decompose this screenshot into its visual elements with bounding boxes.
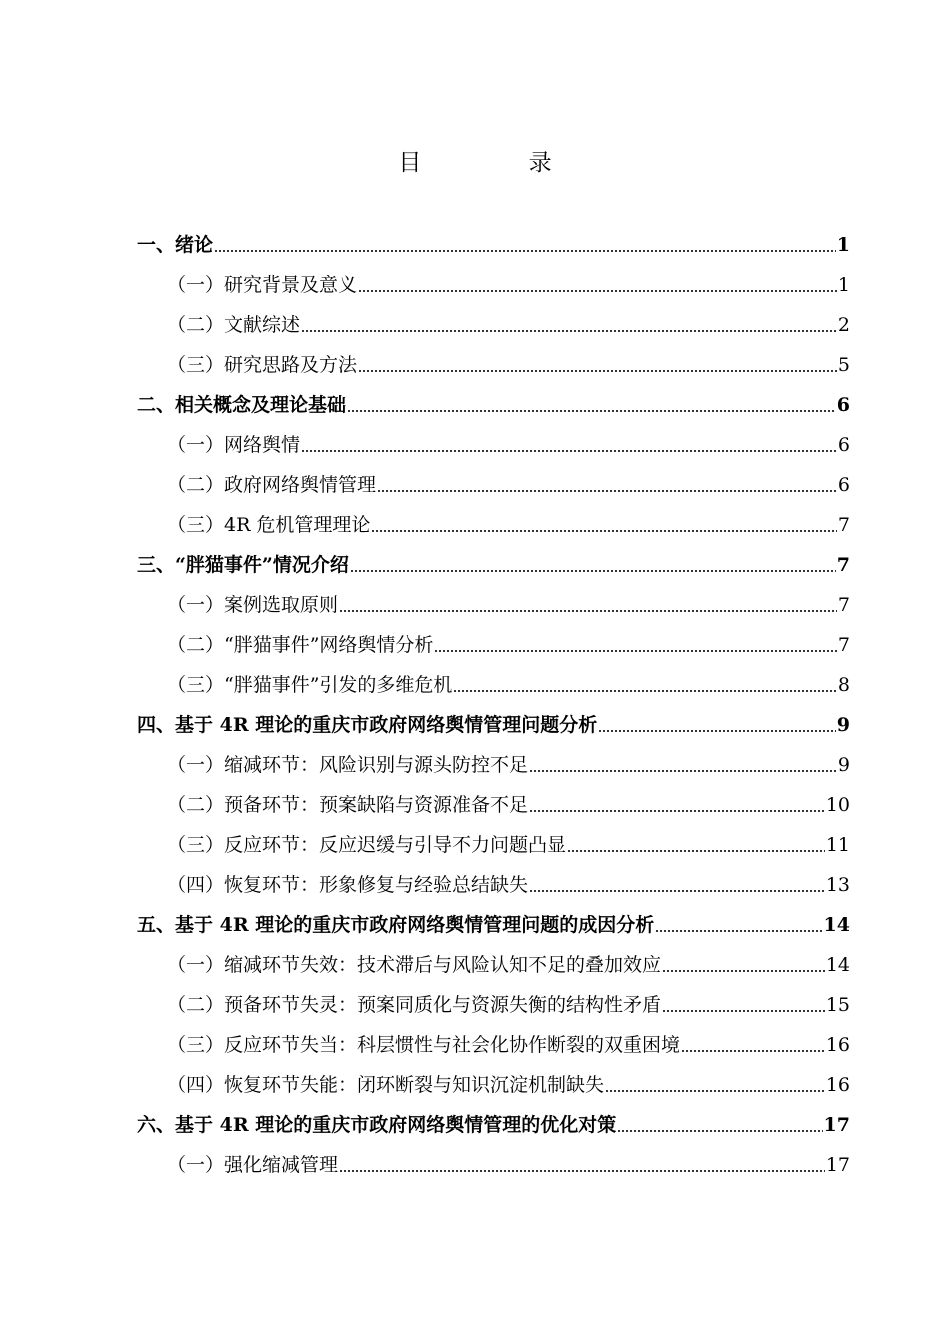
- toc-page-number: 13: [825, 874, 850, 896]
- toc-page-number: 5: [837, 354, 850, 376]
- toc-section-entry[interactable]: [167, 658, 850, 698]
- toc-page-number: 16: [825, 1074, 850, 1096]
- toc-section-entry[interactable]: [167, 818, 850, 858]
- toc-entry-label: （三）“胖猫事件”引发的多维危机: [167, 674, 453, 696]
- toc-dot-leader: [662, 970, 825, 972]
- toc-entry-label: （三）反应环节：反应迟缓与引导不力问题凸显: [167, 834, 567, 856]
- toc-section-entry[interactable]: [167, 418, 850, 458]
- toc-page-number: 7: [837, 514, 850, 536]
- toc-dot-leader: [655, 930, 822, 932]
- toc-entry-label: （一）强化缩减管理: [167, 1154, 339, 1176]
- toc-page-number: 16: [825, 1034, 850, 1056]
- toc-entry-label: 二、相关概念及理论基础: [137, 394, 347, 416]
- toc-entry-label: （三）4R 危机管理理论: [167, 514, 371, 536]
- toc-section-entry[interactable]: [167, 938, 850, 978]
- toc-section-entry[interactable]: [167, 338, 850, 378]
- toc-dot-leader: [681, 1050, 825, 1052]
- toc-dot-leader: [358, 370, 837, 372]
- toc-entry-label: 五、基于 4R 理论的重庆市政府网络舆情管理问题的成因分析: [137, 914, 655, 936]
- toc-chapter-entry[interactable]: [137, 378, 850, 418]
- toc-page-number: 8: [837, 674, 850, 696]
- toc-entry-label: （二）“胖猫事件”网络舆情分析: [167, 634, 434, 656]
- toc-section-entry[interactable]: [167, 978, 850, 1018]
- toc-section-entry[interactable]: [167, 258, 850, 298]
- toc-page-number: 10: [825, 794, 850, 816]
- toc-page-number: 6: [837, 474, 850, 496]
- toc-dot-leader: [377, 490, 837, 492]
- toc-page-number: 1: [836, 234, 850, 256]
- toc-chapter-entry[interactable]: [137, 538, 850, 578]
- toc-section-entry[interactable]: [167, 1138, 850, 1178]
- toc-page-number: 17: [823, 1114, 850, 1136]
- toc-page-number: 9: [837, 754, 850, 776]
- toc-section-entry[interactable]: [167, 1018, 850, 1058]
- toc-page-number: 6: [837, 434, 850, 456]
- toc-dot-leader: [617, 1130, 822, 1132]
- toc-section-entry[interactable]: [167, 778, 850, 818]
- toc-dot-leader: [529, 770, 837, 772]
- toc-dot-leader: [339, 1170, 825, 1172]
- toc-dot-leader: [434, 650, 836, 652]
- toc-page-number: 7: [837, 594, 850, 616]
- toc-entry-label: 六、基于 4R 理论的重庆市政府网络舆情管理的优化对策: [137, 1114, 617, 1136]
- toc-chapter-entry[interactable]: [137, 1098, 850, 1138]
- toc-dot-leader: [347, 410, 836, 412]
- toc-entry-label: （二）政府网络舆情管理: [167, 474, 377, 496]
- toc-entry-label: （二）预备环节失灵：预案同质化与资源失衡的结构性矛盾: [167, 994, 662, 1016]
- toc-chapter-entry[interactable]: [137, 698, 850, 738]
- toc-page-number: 6: [836, 394, 850, 416]
- toc-section-entry[interactable]: [167, 618, 850, 658]
- toc-dot-leader: [350, 570, 836, 572]
- toc-dot-leader: [453, 690, 836, 692]
- toc-page-number: 14: [825, 954, 850, 976]
- toc-entry-label: 一、绪论: [137, 234, 214, 256]
- toc-entry-label: （三）研究思路及方法: [167, 354, 358, 376]
- toc-entry-label: 四、基于 4R 理论的重庆市政府网络舆情管理问题分析: [137, 714, 598, 736]
- toc-page-number: 1: [837, 274, 850, 296]
- toc-entry-label: （二）文献综述: [167, 314, 301, 336]
- toc-entry-label: （一）缩减环节失效：技术滞后与风险认知不足的叠加效应: [167, 954, 662, 976]
- toc-page-number: 7: [837, 634, 850, 656]
- toc-page-number: 7: [836, 554, 850, 576]
- toc-page-number: 15: [825, 994, 850, 1016]
- toc-chapter-entry[interactable]: [137, 898, 850, 938]
- toc-section-entry[interactable]: [167, 738, 850, 778]
- toc-dot-leader: [605, 1090, 825, 1092]
- toc-entry-label: （二）预备环节：预案缺陷与资源准备不足: [167, 794, 529, 816]
- toc-dot-leader: [662, 1010, 825, 1012]
- toc-entry-label: （三）反应环节失当：科层惯性与社会化协作断裂的双重困境: [167, 1034, 681, 1056]
- toc-dot-leader: [301, 330, 837, 332]
- toc-entry-label: （一）研究背景及意义: [167, 274, 358, 296]
- toc-entry-label: （四）恢复环节：形象修复与经验总结缺失: [167, 874, 529, 896]
- toc-dot-leader: [358, 290, 837, 292]
- toc-entry-label: 三、“胖猫事件”情况介绍: [137, 554, 349, 576]
- toc-dot-leader: [598, 730, 836, 732]
- toc-entry-label: （四）恢复环节失能：闭环断裂与知识沉淀机制缺失: [167, 1074, 605, 1096]
- toc-page-number: 14: [823, 914, 850, 936]
- toc-page-number: 17: [825, 1154, 850, 1176]
- toc-dot-leader: [567, 850, 825, 852]
- toc-dot-leader: [301, 450, 837, 452]
- toc-entry-label: （一）案例选取原则: [167, 594, 339, 616]
- toc-dot-leader: [339, 610, 837, 612]
- toc-chapter-entry[interactable]: [137, 218, 850, 258]
- toc-page-number: 2: [837, 314, 850, 336]
- toc-entry-label: （一）缩减环节：风险识别与源头防控不足: [167, 754, 529, 776]
- toc-section-entry[interactable]: [167, 858, 850, 898]
- toc-section-entry[interactable]: [167, 458, 850, 498]
- toc-section-entry[interactable]: [167, 1058, 850, 1098]
- toc-entry-label: （一）网络舆情: [167, 434, 301, 456]
- toc-section-entry[interactable]: [167, 498, 850, 538]
- toc-section-entry[interactable]: [167, 578, 850, 618]
- page-title: 目 录: [398, 150, 602, 176]
- toc-dot-leader: [529, 890, 825, 892]
- toc-dot-leader: [371, 530, 836, 532]
- toc-section-entry[interactable]: [167, 298, 850, 338]
- toc-dot-leader: [214, 250, 836, 252]
- toc-dot-leader: [529, 810, 825, 812]
- toc-page-number: 9: [836, 714, 850, 736]
- toc-page-number: 11: [825, 834, 850, 856]
